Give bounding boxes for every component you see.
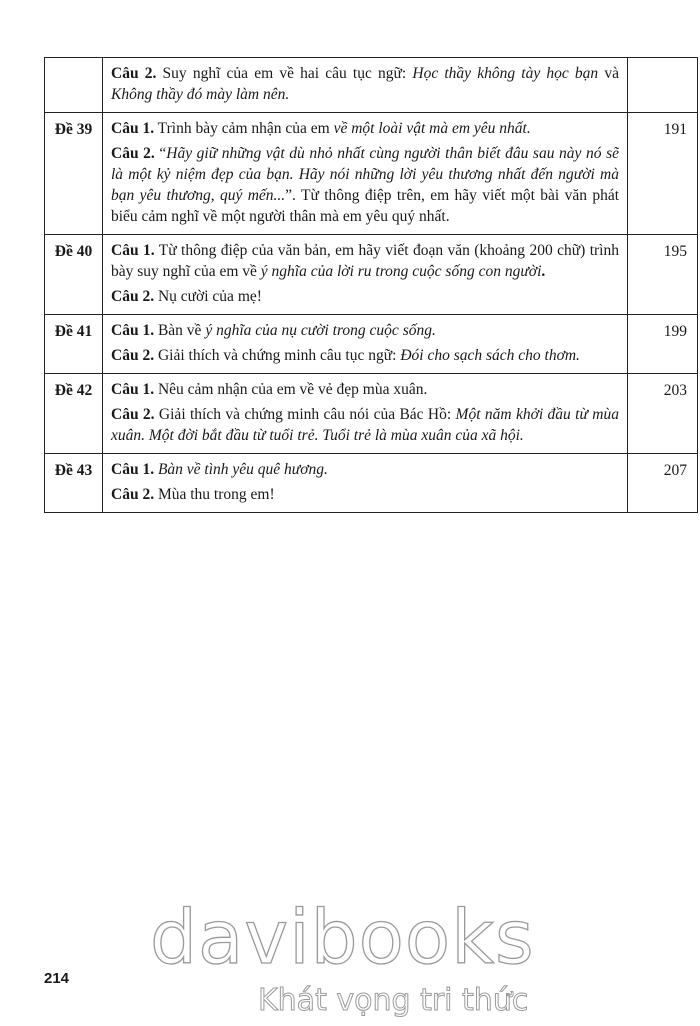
question-item	[111, 459, 619, 480]
exam-questions	[103, 374, 628, 454]
question-text: Học thầy không tày học bạn	[412, 65, 599, 82]
question-text: Không thầy đó mày làm nên.	[111, 86, 290, 103]
question-text: .	[541, 263, 546, 280]
question-label: Câu 1.	[111, 322, 155, 339]
question-label: Câu 2.	[111, 288, 155, 305]
table-row	[45, 235, 698, 315]
question-text: Trình bày cảm nhận của em	[154, 120, 334, 137]
question-item	[111, 320, 619, 341]
contents-table	[44, 57, 698, 513]
question-label: Câu 2.	[111, 406, 155, 423]
exam-questions	[103, 454, 628, 513]
exam-number: Đề 40	[45, 235, 103, 315]
question-label: Câu 2.	[111, 65, 157, 82]
question-text: và	[598, 65, 619, 82]
exam-questions	[103, 315, 628, 374]
page-reference: 199	[628, 315, 698, 374]
page-reference	[628, 58, 698, 113]
question-text: Giải thích và chứng minh câu tục ngữ:	[154, 347, 401, 364]
page-reference: 195	[628, 235, 698, 315]
page-reference: 207	[628, 454, 698, 513]
question-text: Nụ cười của mẹ!	[154, 288, 262, 305]
question-item	[111, 240, 619, 282]
question-text: Đói cho sạch sách cho thơm.	[400, 347, 580, 364]
question-item	[111, 484, 619, 505]
exam-questions	[103, 113, 628, 235]
question-text: ”. Từ thông điệp trên, em hãy viết một bài văn phát biểu cảm nghĩ về một người thân mà em yêu quý nhất.	[111, 187, 619, 225]
question-text: về một loài vật mà em yêu nhất.	[333, 120, 531, 137]
question-item	[111, 404, 619, 446]
exam-number: Đề 41	[45, 315, 103, 374]
question-label: Câu 1.	[111, 242, 155, 259]
question-item	[111, 379, 619, 400]
question-label: Câu 2.	[111, 486, 155, 503]
page-number: 214	[44, 970, 70, 987]
exam-number: Đề 43	[45, 454, 103, 513]
exam-number: Đề 39	[45, 113, 103, 235]
exam-number	[45, 58, 103, 113]
watermark-brand: davibooks	[150, 895, 535, 981]
watermark-slogan: Khát vọng tri thức	[258, 983, 529, 1018]
question-text: Nêu cảm nhận của em về vẻ đẹp mùa xuân.	[154, 381, 428, 398]
question-text: Suy nghĩ của em về hai câu tục ngữ:	[156, 65, 413, 82]
question-text: “	[154, 145, 167, 162]
question-text: Mùa thu trong em!	[154, 486, 275, 503]
exam-questions	[103, 235, 628, 315]
question-label: Câu 1.	[111, 120, 155, 137]
page-reference: 203	[628, 374, 698, 454]
question-label: Câu 1.	[111, 461, 155, 478]
page-reference: 191	[628, 113, 698, 235]
question-label: Câu 2.	[111, 145, 155, 162]
question-item	[111, 143, 619, 227]
table-row	[45, 58, 698, 113]
question-item	[111, 345, 619, 366]
question-text: ý nghĩa của nụ cười trong cuộc sống.	[205, 322, 436, 339]
question-item	[111, 286, 619, 307]
question-text: Từ thông điệp của văn bản, em hãy viết đoạn văn (khoảng 200 chữ) trình bày suy nghĩ của em về	[111, 242, 619, 280]
question-text: Bàn về	[154, 322, 206, 339]
exam-questions	[103, 58, 628, 113]
table-row	[45, 315, 698, 374]
question-text: Bàn về tình yêu quê hương.	[157, 461, 328, 478]
table-row	[45, 374, 698, 454]
question-text: ý nghĩa của lời ru trong cuộc sống con người	[260, 263, 542, 280]
question-text: Giải thích và chứng minh câu nói của Bác Hồ:	[154, 406, 456, 423]
question-item	[111, 118, 619, 139]
question-label: Câu 2.	[111, 347, 155, 364]
table-row	[45, 454, 698, 513]
table-row	[45, 113, 698, 235]
contents-table-body	[45, 58, 698, 513]
question-text: Hãy giữ những vật dù nhỏ nhất cùng người thân biết đâu sau này nó sẽ là một kỷ niệm đẹp của bạn. Hãy nói những lời yêu thương nhất đến người mà bạn yêu thương, quý mến...	[111, 145, 619, 204]
question-label: Câu 1.	[111, 381, 155, 398]
exam-number: Đề 42	[45, 374, 103, 454]
question-item	[111, 63, 619, 105]
question-text: Một năm khởi đầu từ mùa xuân. Một đời bắt đầu từ tuổi trẻ. Tuổi trẻ là mùa xuân của xã hội.	[111, 406, 619, 444]
